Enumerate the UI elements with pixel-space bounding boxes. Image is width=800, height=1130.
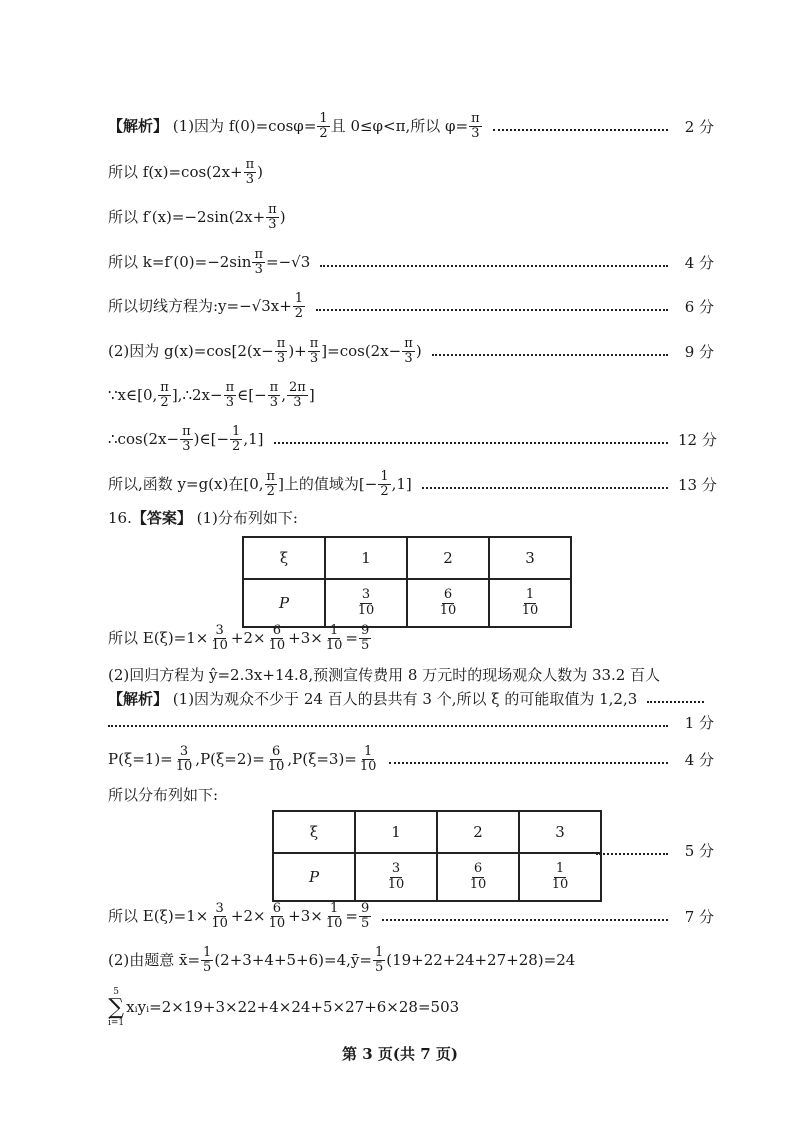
leader-dots	[316, 309, 668, 311]
leader-dots	[493, 129, 668, 131]
analysis-label: 【解析】	[108, 116, 169, 135]
score: 7 分	[684, 908, 714, 927]
fraction: $\frac{1}{2}$	[232, 424, 241, 455]
fraction: $\frac{1}{10}$	[359, 744, 377, 775]
fraction: $\frac{\pi}{2}$	[266, 469, 276, 500]
fraction: $\frac{\pi}{3}$	[182, 424, 191, 455]
solution-line-7: ∵x∈[0, $\frac{\pi}{2}$ ],∴2x− $\frac{\pi}{3}$ ∈[− $\frac{\pi}{3}$ , $\frac{2\pi}{3}$ ]	[108, 380, 315, 411]
fraction: $\frac{3}{10}$	[211, 901, 228, 932]
table-cell: 3	[519, 811, 601, 853]
leader-dots	[274, 442, 669, 444]
fraction: $\frac{6}{10}$	[267, 744, 285, 775]
score: 5 分	[684, 842, 714, 860]
fraction: $\frac{9}{5}$	[360, 623, 370, 654]
table-cell	[355, 853, 437, 901]
fraction: $\frac{\pi}{3}$	[404, 336, 413, 367]
fraction: $\frac{\pi}{3}$	[268, 202, 277, 233]
distribution-table	[242, 536, 572, 628]
leader-dots	[422, 487, 668, 489]
regression-answer: (2)回归方程为 ŷ=2.3x+14.8,预测宣传费用 8 万元时的现场观众人数为 33.2 百人	[108, 666, 661, 684]
table-cell: 2	[437, 811, 519, 853]
analysis-line-cont	[108, 712, 714, 733]
fraction: $\frac{1}{2}$	[294, 291, 304, 322]
probability-line: P(ξ=1)= $\frac{3}{10}$ ,P(ξ=2)= $\frac{6}{10}$ ,P(ξ=3)= $\frac{1}{10}$ 4 分	[108, 744, 714, 775]
fraction: $\frac{3}{10}$	[211, 623, 228, 654]
table-cell: P	[243, 579, 325, 627]
score: 4 分	[684, 751, 714, 770]
fraction: $\frac{\pi}{3}$	[269, 380, 279, 411]
fraction: $\frac{\pi}{3}$	[309, 336, 319, 367]
score: 6 分	[684, 298, 714, 317]
table-row	[273, 811, 601, 853]
table-cell: 1	[355, 811, 437, 853]
solution-line-5: 所以切线方程为:y=−√3x+ $\frac{1}{2}$ 6 分	[108, 291, 714, 322]
analysis-line: 【解析】 (1)因为观众不少于 24 百人的县共有 3 个,所以 ξ 的可能取值为 1,2,3	[108, 688, 714, 709]
fraction: $\frac{1}{2}$	[319, 111, 328, 142]
fraction: $\frac{3}{10}$	[357, 587, 375, 618]
score: 4 分	[684, 254, 714, 273]
leader-dots	[389, 762, 668, 764]
fraction: $\frac{6}{10}$	[469, 861, 487, 892]
leader-dots	[432, 354, 668, 356]
table-row	[243, 579, 571, 627]
fraction: $\frac{6}{10}$	[268, 901, 286, 932]
fraction: $\frac{\pi}{2}$	[160, 380, 169, 411]
fraction: $\frac{1}{10}$	[325, 623, 343, 654]
fraction: $\frac{1}{5}$	[374, 945, 384, 976]
means-line: (2)由题意 x̄= $\frac{1}{5}$ (2+3+4+5+6)=4,ȳ= $\frac{1}{5}$ (19+22+24+27+28)=24	[108, 945, 576, 976]
solution-line-9: 所以,函数 y=g(x)在[0, $\frac{\pi}{2}$ ]上的值域为[− $\frac{1}{2}$ ,1] 13 分	[108, 469, 717, 500]
answer-label: 【答案】	[131, 509, 192, 527]
fraction: $\frac{\pi}{3}$	[254, 247, 264, 278]
leader-dots	[647, 701, 704, 703]
solution-line-4: 所以 k=f′(0)=−2sin $\frac{\pi}{3}$ =−√3 4 分	[108, 247, 714, 278]
fraction: $\frac{1}{10}$	[551, 861, 569, 892]
table-cell	[519, 853, 601, 901]
table2-score-line	[596, 840, 714, 861]
score: 9 分	[684, 343, 714, 362]
table-cell	[325, 579, 407, 627]
fraction: $\frac{\pi}{3}$	[471, 111, 480, 142]
sum-line: 5 ∑ i=1 xᵢyᵢ=2×19+3×22+4×24+5×27+6×28=503	[108, 987, 460, 1028]
table-cell: 1	[325, 537, 407, 579]
table-cell	[437, 853, 519, 901]
distribution-intro: 所以分布列如下:	[108, 786, 219, 804]
table-cell: ξ	[273, 811, 355, 853]
table-cell: 2	[407, 537, 489, 579]
fraction: $\frac{\pi}{3}$	[225, 380, 235, 411]
fraction: $\frac{2\pi}{3}$	[288, 380, 306, 411]
fraction: $\frac{3}{10}$	[387, 861, 405, 892]
fraction: $\frac{1}{10}$	[521, 587, 539, 618]
leader-dots	[596, 853, 668, 855]
fraction: $\frac{3}{10}$	[175, 744, 193, 775]
fraction: $\frac{1}{5}$	[203, 945, 212, 976]
table-cell	[489, 579, 571, 627]
score: 1 分	[684, 714, 714, 732]
solution-line-2: 所以 f(x)=cos(2x+ $\frac{\pi}{3}$ )	[108, 157, 264, 188]
table-cell: P	[273, 853, 355, 901]
fraction: $\frac{1}{10}$	[325, 901, 343, 932]
fraction: $\frac{9}{5}$	[360, 901, 370, 932]
fraction: $\frac{\pi}{3}$	[245, 157, 255, 188]
answer-heading: 16.【答案】 (1)分布列如下:	[108, 509, 298, 527]
solution-line-1: 【解析】 (1)因为 f(0)=cosφ= $\frac{1}{2}$ 且 0≤φ<π,所以 φ= $\frac{\pi}{3}$ 2 分	[108, 111, 714, 142]
leader-dots	[382, 919, 668, 921]
distribution-table-2	[272, 810, 602, 902]
solution-line-6: (2)因为 g(x)=cos[2(x− $\frac{\pi}{3}$ )+ $\frac{\pi}{3}$ ]=cos(2x− $\frac{\pi}{3}$ ) 9 分	[108, 336, 714, 367]
expectation-line-2: 所以 E(ξ)=1× $\frac{3}{10}$ +2× $\frac{6}{10}$ +3× $\frac{1}{10}$ = $\frac{9}{5}$ 7 分	[108, 901, 714, 932]
fraction: $\frac{1}{2}$	[380, 469, 389, 500]
fraction: $\frac{\pi}{3}$	[276, 336, 286, 367]
score: 2 分	[684, 118, 714, 137]
summation-symbol: 5 ∑ i=1	[108, 987, 125, 1028]
solution-line-3: 所以 f′(x)=−2sin(2x+ $\frac{\pi}{3}$ )	[108, 202, 286, 233]
expectation-line: 所以 E(ξ)=1× $\frac{3}{10}$ +2× $\frac{6}{10}$ +3× $\frac{1}{10}$ = $\frac{9}{5}$	[108, 623, 370, 654]
table-cell	[407, 579, 489, 627]
table-cell: ξ	[243, 537, 325, 579]
table-row	[273, 853, 601, 901]
score: 13 分	[678, 476, 717, 495]
solution-line-8: ∴cos(2x− $\frac{\pi}{3}$ )∈[− $\frac{1}{2}$ ,1] 12 分	[108, 424, 717, 455]
fraction: $\frac{6}{10}$	[439, 587, 457, 618]
table-row	[243, 537, 571, 579]
table-cell: 3	[489, 537, 571, 579]
score: 12 分	[678, 431, 717, 450]
fraction: $\frac{6}{10}$	[268, 623, 286, 654]
analysis-label: 【解析】	[108, 690, 169, 708]
page-footer: 第 3 页(共 7 页)	[342, 1045, 458, 1063]
leader-dots	[108, 725, 668, 727]
leader-dots	[320, 265, 668, 267]
